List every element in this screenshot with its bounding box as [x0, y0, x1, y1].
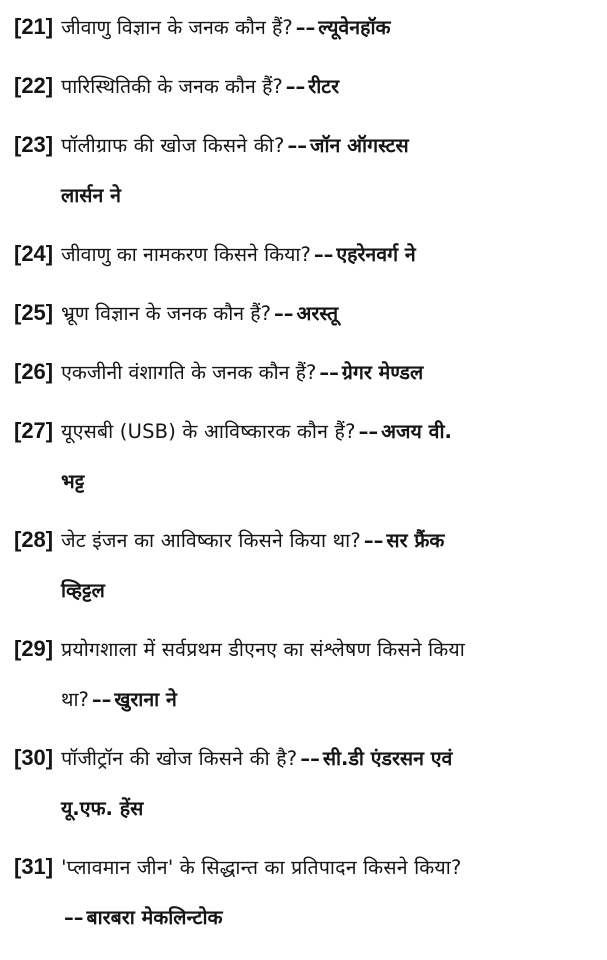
question-text: पॉलीग्राफ की खोज किसने की? — [61, 134, 285, 157]
answer-text: अरस्तू — [296, 302, 339, 325]
answer-text: ल्यूवेनहॉक — [318, 16, 391, 39]
question-text: यूएसबी (USB) के आविष्कारक कौन हैं? — [61, 420, 356, 443]
question-item — [14, 2, 595, 53]
question-number: [22] — [14, 73, 54, 98]
answer-continuation: भट्ट — [61, 470, 85, 493]
answer-continuation: व्हिट्टल — [61, 579, 105, 602]
answer-text: अजय वी. — [381, 420, 452, 443]
answer-text: बारबरा मेकलिन्टोक — [86, 906, 223, 929]
question-item — [14, 515, 595, 616]
question-number: [25] — [14, 300, 54, 325]
question-text-continued: था? — [61, 688, 89, 711]
answer-separator: –– — [91, 688, 112, 711]
answer-separator: –– — [313, 243, 334, 266]
answer-text: सर फ्रैंक — [386, 529, 445, 552]
answer-text: खुराना ने — [114, 688, 177, 711]
question-number: [29] — [14, 636, 54, 661]
answer-separator: –– — [64, 906, 84, 929]
answer-separator: –– — [319, 361, 339, 384]
answer-separator: –– — [300, 747, 320, 770]
answer-continuation: यू.एफ. हेंस — [61, 797, 144, 820]
answer-separator: –– — [285, 75, 306, 98]
answer-separator: –– — [295, 16, 316, 39]
question-item — [14, 61, 595, 112]
question-number: [24] — [14, 241, 54, 266]
question-item — [14, 624, 595, 725]
question-item — [14, 733, 595, 834]
answer-text: रीटर — [308, 75, 340, 98]
question-number: [27] — [14, 418, 54, 443]
question-item — [14, 406, 595, 507]
question-text: प्रयोगशाला में सर्वप्रथम डीएनए का संश्लेषण किसने किया — [61, 638, 465, 661]
question-item — [14, 120, 595, 221]
answer-line — [14, 893, 595, 943]
question-text: जीवाणु का नामकरण किसने किया? — [61, 243, 311, 266]
question-text: जेट इंजन का आविष्कार किसने किया था? — [61, 529, 361, 552]
question-number: [23] — [14, 132, 54, 157]
answer-continuation: लार्सन ने — [61, 184, 121, 207]
question-text: भ्रूण विज्ञान के जनक कौन हैं? — [61, 302, 271, 325]
answer-separator: –– — [274, 302, 294, 325]
question-item — [14, 288, 595, 339]
question-number: [31] — [14, 854, 54, 879]
answer-separator: –– — [287, 134, 308, 157]
answer-text: जॉन ऑगस्टस — [310, 134, 409, 157]
answer-text: एहरेनवर्ग ने — [336, 243, 416, 266]
question-text: 'प्लावमान जीन' के सिद्धान्त का प्रतिपादन किसने किया? — [61, 856, 462, 879]
question-text: पॉजीट्रॉन की खोज किसने की है? — [61, 747, 298, 770]
question-number: [30] — [14, 745, 54, 770]
answer-separator: –– — [358, 420, 379, 443]
answer-text: सी.डी एंडरसन एवं — [322, 747, 453, 770]
question-text: पारिस्थितिकी के जनक कौन हैं? — [61, 75, 283, 98]
question-number: [26] — [14, 359, 54, 384]
question-text: एकजीनी वंशागति के जनक कौन हैं? — [61, 361, 317, 384]
question-continuation — [14, 675, 595, 725]
question-item — [14, 229, 595, 280]
question-item — [14, 347, 595, 398]
question-number: [28] — [14, 527, 54, 552]
answer-separator: –– — [363, 529, 384, 552]
answer-text: ग्रेगर मेण्डल — [341, 361, 424, 384]
question-number: [21] — [14, 14, 54, 39]
question-text: जीवाणु विज्ञान के जनक कौन हैं? — [61, 16, 293, 39]
question-item — [14, 842, 595, 943]
